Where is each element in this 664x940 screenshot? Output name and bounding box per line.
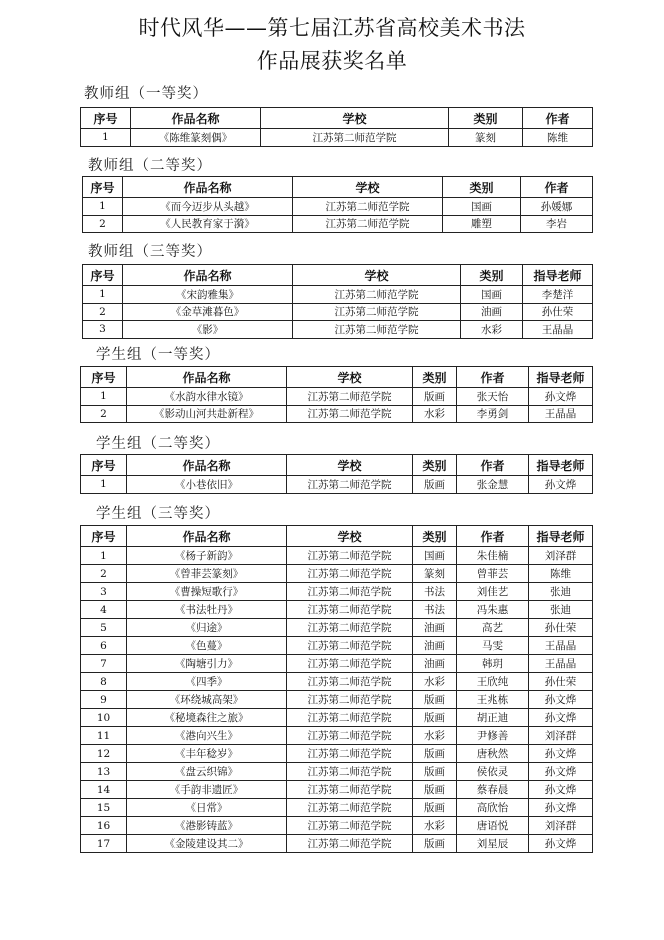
table-cell: 《港影铸蓝》 bbox=[127, 817, 287, 835]
table-header bbox=[81, 526, 593, 547]
table-row bbox=[81, 388, 593, 406]
table-cell: 孙仕荣 bbox=[529, 619, 593, 637]
table-cell: 《宋韵雅集》 bbox=[123, 286, 293, 304]
table-cell: 油画 bbox=[413, 619, 457, 637]
table-cell: 江苏第二师范学院 bbox=[287, 547, 413, 565]
award-table bbox=[80, 366, 593, 423]
header-cell: 类别 bbox=[413, 526, 457, 547]
table-row bbox=[81, 129, 593, 147]
table-cell: 《四季》 bbox=[127, 673, 287, 691]
table-row bbox=[81, 601, 593, 619]
table-cell: 高艺 bbox=[457, 619, 529, 637]
table-cell: 水彩 bbox=[413, 817, 457, 835]
table-cell: 江苏第二师范学院 bbox=[293, 215, 443, 233]
table-cell: 朱佳楠 bbox=[457, 547, 529, 565]
table-cell: 江苏第二师范学院 bbox=[261, 129, 449, 147]
table-cell: 王晶晶 bbox=[529, 637, 593, 655]
table-cell: 孙文烨 bbox=[529, 799, 593, 817]
table-cell: 雕塑 bbox=[443, 215, 521, 233]
table-cell: 13 bbox=[81, 763, 127, 781]
table-cell: 3 bbox=[83, 321, 123, 339]
header-cell: 学校 bbox=[287, 455, 413, 476]
table-cell: 刘星辰 bbox=[457, 835, 529, 853]
table-cell: 李楚洋 bbox=[523, 286, 593, 304]
table-cell: 高欣怡 bbox=[457, 799, 529, 817]
table-cell: 江苏第二师范学院 bbox=[287, 388, 413, 406]
table-row bbox=[81, 476, 593, 494]
table-cell: 国画 bbox=[413, 547, 457, 565]
table-cell: 《杨子新韵》 bbox=[127, 547, 287, 565]
table-cell: 1 bbox=[81, 476, 127, 494]
table-cell: 孙文烨 bbox=[529, 476, 593, 494]
table-cell: 14 bbox=[81, 781, 127, 799]
table-cell: 孙媛娜 bbox=[521, 198, 593, 216]
table-cell: 张迪 bbox=[529, 583, 593, 601]
table-cell: 12 bbox=[81, 745, 127, 763]
table-cell: 《盘云织锦》 bbox=[127, 763, 287, 781]
header-cell: 学校 bbox=[293, 177, 443, 198]
table-cell: 《环绕城高架》 bbox=[127, 691, 287, 709]
table-cell: 《金陵建设其二》 bbox=[127, 835, 287, 853]
table-cell: 2 bbox=[83, 215, 123, 233]
table-cell: 版画 bbox=[413, 388, 457, 406]
table-cell: 韩玥 bbox=[457, 655, 529, 673]
table-cell: 书法 bbox=[413, 583, 457, 601]
table-cell: 刘泽群 bbox=[529, 547, 593, 565]
table-cell: 陈维 bbox=[523, 129, 593, 147]
table-cell: 孙文烨 bbox=[529, 763, 593, 781]
table-cell: 《小巷依旧》 bbox=[127, 476, 287, 494]
table-header bbox=[81, 455, 593, 476]
table-cell: 江苏第二师范学院 bbox=[293, 303, 461, 321]
table-cell: 江苏第二师范学院 bbox=[287, 655, 413, 673]
header-cell: 作品名称 bbox=[127, 367, 287, 388]
header-cell: 作品名称 bbox=[131, 108, 261, 129]
table-cell: 《日常》 bbox=[127, 799, 287, 817]
table-cell: 《金草滩暮色》 bbox=[123, 303, 293, 321]
table-cell: 国画 bbox=[461, 286, 523, 304]
table-row bbox=[81, 673, 593, 691]
table-cell: 版画 bbox=[413, 476, 457, 494]
table-cell: 江苏第二师范学院 bbox=[287, 727, 413, 745]
section-label: 学生组（三等奖） bbox=[96, 506, 220, 522]
table-row bbox=[81, 781, 593, 799]
table-cell: 水彩 bbox=[413, 673, 457, 691]
section-label: 学生组（二等奖） bbox=[96, 436, 220, 452]
table-row bbox=[83, 303, 593, 321]
table-cell: 李勇剑 bbox=[457, 405, 529, 423]
table-cell: 唐秋然 bbox=[457, 745, 529, 763]
table-row bbox=[81, 637, 593, 655]
table-cell: 《丰年稔岁》 bbox=[127, 745, 287, 763]
table-cell: 刘泽群 bbox=[529, 727, 593, 745]
table-row bbox=[81, 547, 593, 565]
table-cell: 曾菲芸 bbox=[457, 565, 529, 583]
table-cell: 蔡春晨 bbox=[457, 781, 529, 799]
table-cell: 水彩 bbox=[461, 321, 523, 339]
header-cell: 类别 bbox=[443, 177, 521, 198]
table-cell: 《港向兴生》 bbox=[127, 727, 287, 745]
table-cell: 孙仕荣 bbox=[529, 673, 593, 691]
header-cell: 序号 bbox=[81, 455, 127, 476]
table-cell: 江苏第二师范学院 bbox=[287, 476, 413, 494]
table-cell: 油画 bbox=[413, 655, 457, 673]
table-cell: 1 bbox=[81, 388, 127, 406]
table-cell: 尹修善 bbox=[457, 727, 529, 745]
section-label: 教师组（三等奖） bbox=[88, 244, 212, 260]
table-cell: 6 bbox=[81, 637, 127, 655]
table-cell: 版画 bbox=[413, 763, 457, 781]
table-cell: 《曾菲芸篆刻》 bbox=[127, 565, 287, 583]
table-cell: 版画 bbox=[413, 745, 457, 763]
table-cell: 2 bbox=[81, 405, 127, 423]
table-cell: 江苏第二师范学院 bbox=[287, 763, 413, 781]
table-cell: 《水韵水律水镜》 bbox=[127, 388, 287, 406]
table-cell: 王晶晶 bbox=[529, 405, 593, 423]
table-cell: 《书法牡丹》 bbox=[127, 601, 287, 619]
table-cell: 江苏第二师范学院 bbox=[287, 709, 413, 727]
table-cell: 江苏第二师范学院 bbox=[287, 405, 413, 423]
table-cell: 5 bbox=[81, 619, 127, 637]
table-row bbox=[81, 583, 593, 601]
table-cell: 1 bbox=[83, 198, 123, 216]
header-cell: 指导老师 bbox=[529, 367, 593, 388]
table-cell: 冯朱惠 bbox=[457, 601, 529, 619]
header-cell: 学校 bbox=[287, 526, 413, 547]
table-cell: 16 bbox=[81, 817, 127, 835]
table-cell: 1 bbox=[83, 286, 123, 304]
table-cell: 王欣纯 bbox=[457, 673, 529, 691]
table-row bbox=[83, 215, 593, 233]
table-row bbox=[81, 745, 593, 763]
table-cell: 版画 bbox=[413, 691, 457, 709]
page-subtitle: 作品展获奖名单 bbox=[256, 49, 408, 73]
award-table bbox=[82, 264, 593, 339]
table-cell: 4 bbox=[81, 601, 127, 619]
table-row bbox=[81, 565, 593, 583]
table-cell: 9 bbox=[81, 691, 127, 709]
table-row bbox=[81, 799, 593, 817]
header-cell: 作品名称 bbox=[123, 265, 293, 286]
table-cell: 孙文烨 bbox=[529, 388, 593, 406]
table-cell: 江苏第二师范学院 bbox=[287, 817, 413, 835]
table-cell: 张天怡 bbox=[457, 388, 529, 406]
table-cell: 孙仕荣 bbox=[523, 303, 593, 321]
header-cell: 序号 bbox=[81, 108, 131, 129]
table-cell: 孙文烨 bbox=[529, 745, 593, 763]
table-cell: 胡正迪 bbox=[457, 709, 529, 727]
table-cell: 版画 bbox=[413, 799, 457, 817]
table-cell: 张迪 bbox=[529, 601, 593, 619]
table-cell: 篆刻 bbox=[449, 129, 523, 147]
table-cell: 唐语悦 bbox=[457, 817, 529, 835]
header-cell: 序号 bbox=[81, 526, 127, 547]
header-cell: 指导老师 bbox=[529, 455, 593, 476]
table-cell: 8 bbox=[81, 673, 127, 691]
section-label: 学生组（一等奖） bbox=[96, 347, 220, 363]
table-cell: 油画 bbox=[413, 637, 457, 655]
header-cell: 作者 bbox=[457, 526, 529, 547]
table-cell: 王晶晶 bbox=[523, 321, 593, 339]
table-cell: 江苏第二师范学院 bbox=[287, 691, 413, 709]
header-cell: 指导老师 bbox=[529, 526, 593, 547]
table-cell: 江苏第二师范学院 bbox=[287, 673, 413, 691]
table-cell: 江苏第二师范学院 bbox=[293, 321, 461, 339]
table-header bbox=[83, 177, 593, 198]
section-label: 教师组（一等奖） bbox=[84, 86, 208, 102]
header-cell: 作者 bbox=[523, 108, 593, 129]
table-cell: 江苏第二师范学院 bbox=[287, 583, 413, 601]
table-header bbox=[81, 108, 593, 129]
table-cell: 张金慧 bbox=[457, 476, 529, 494]
table-cell: 江苏第二师范学院 bbox=[293, 198, 443, 216]
table-cell: 江苏第二师范学院 bbox=[287, 781, 413, 799]
table-cell: 马雯 bbox=[457, 637, 529, 655]
table-cell: 《手韵非遗匠》 bbox=[127, 781, 287, 799]
table-cell: 《曹操短歌行》 bbox=[127, 583, 287, 601]
table-row bbox=[81, 835, 593, 853]
table-cell: 《陈维篆刻偶》 bbox=[131, 129, 261, 147]
header-cell: 作品名称 bbox=[123, 177, 293, 198]
table-cell: 刘佳艺 bbox=[457, 583, 529, 601]
header-cell: 类别 bbox=[461, 265, 523, 286]
table-cell: 刘泽群 bbox=[529, 817, 593, 835]
table-cell: 3 bbox=[81, 583, 127, 601]
table-cell: 2 bbox=[83, 303, 123, 321]
table-cell: 17 bbox=[81, 835, 127, 853]
table-cell: 江苏第二师范学院 bbox=[287, 745, 413, 763]
table-cell: 侯依灵 bbox=[457, 763, 529, 781]
table-cell: 王兆栋 bbox=[457, 691, 529, 709]
table-cell: 江苏第二师范学院 bbox=[287, 835, 413, 853]
table-cell: 1 bbox=[81, 547, 127, 565]
table-cell: 孙文烨 bbox=[529, 835, 593, 853]
header-cell: 学校 bbox=[287, 367, 413, 388]
section-label: 教师组（二等奖） bbox=[88, 158, 212, 174]
table-cell: 篆刻 bbox=[413, 565, 457, 583]
header-cell: 作者 bbox=[457, 367, 529, 388]
table-cell: 李岩 bbox=[521, 215, 593, 233]
table-cell: 国画 bbox=[443, 198, 521, 216]
table-row bbox=[81, 655, 593, 673]
table-cell: 江苏第二师范学院 bbox=[287, 619, 413, 637]
header-cell: 序号 bbox=[83, 177, 123, 198]
table-row bbox=[81, 709, 593, 727]
table-cell: 水彩 bbox=[413, 727, 457, 745]
table-cell: 江苏第二师范学院 bbox=[293, 286, 461, 304]
header-cell: 作者 bbox=[521, 177, 593, 198]
header-cell: 类别 bbox=[413, 455, 457, 476]
table-cell: 10 bbox=[81, 709, 127, 727]
header-cell: 学校 bbox=[293, 265, 461, 286]
table-cell: 水彩 bbox=[413, 405, 457, 423]
header-cell: 序号 bbox=[81, 367, 127, 388]
table-cell: 油画 bbox=[461, 303, 523, 321]
table-cell: 《而今迈步从头越》 bbox=[123, 198, 293, 216]
table-cell: 王晶晶 bbox=[529, 655, 593, 673]
award-table bbox=[82, 176, 593, 233]
table-cell: 11 bbox=[81, 727, 127, 745]
header-cell: 类别 bbox=[449, 108, 523, 129]
table-row bbox=[83, 198, 593, 216]
table-header bbox=[81, 367, 593, 388]
table-cell: 版画 bbox=[413, 781, 457, 799]
table-cell: 江苏第二师范学院 bbox=[287, 637, 413, 655]
table-row bbox=[83, 286, 593, 304]
header-cell: 序号 bbox=[83, 265, 123, 286]
table-cell: 孙文烨 bbox=[529, 781, 593, 799]
table-row bbox=[83, 321, 593, 339]
header-cell: 类别 bbox=[413, 367, 457, 388]
table-cell: 版画 bbox=[413, 835, 457, 853]
table-row bbox=[81, 619, 593, 637]
table-row bbox=[81, 405, 593, 423]
header-cell: 学校 bbox=[261, 108, 449, 129]
award-table bbox=[80, 107, 593, 147]
table-row bbox=[81, 727, 593, 745]
table-cell: 15 bbox=[81, 799, 127, 817]
table-cell: 《影动山河共赴新程》 bbox=[127, 405, 287, 423]
table-cell: 江苏第二师范学院 bbox=[287, 601, 413, 619]
table-cell: 《秘境森往之旅》 bbox=[127, 709, 287, 727]
table-cell: 书法 bbox=[413, 601, 457, 619]
table-cell: 陈维 bbox=[529, 565, 593, 583]
table-cell: 《影》 bbox=[123, 321, 293, 339]
award-table bbox=[80, 525, 593, 853]
page-title: 时代风华——第七届江苏省高校美术书法 bbox=[138, 16, 526, 40]
table-cell: 《陶塘引力》 bbox=[127, 655, 287, 673]
table-cell: 7 bbox=[81, 655, 127, 673]
table-cell: 《色蔓》 bbox=[127, 637, 287, 655]
table-cell: 2 bbox=[81, 565, 127, 583]
table-cell: 版画 bbox=[413, 709, 457, 727]
table-cell: 江苏第二师范学院 bbox=[287, 565, 413, 583]
table-row bbox=[81, 817, 593, 835]
table-cell: 孙文烨 bbox=[529, 709, 593, 727]
table-header bbox=[83, 265, 593, 286]
table-row bbox=[81, 763, 593, 781]
table-cell: 1 bbox=[81, 129, 131, 147]
header-cell: 作者 bbox=[457, 455, 529, 476]
table-cell: 《人民教育家于漪》 bbox=[123, 215, 293, 233]
table-row bbox=[81, 691, 593, 709]
table-cell: 孙文烨 bbox=[529, 691, 593, 709]
header-cell: 作品名称 bbox=[127, 455, 287, 476]
table-cell: 《归途》 bbox=[127, 619, 287, 637]
award-table bbox=[80, 454, 593, 494]
header-cell: 指导老师 bbox=[523, 265, 593, 286]
header-cell: 作品名称 bbox=[127, 526, 287, 547]
table-cell: 江苏第二师范学院 bbox=[287, 799, 413, 817]
